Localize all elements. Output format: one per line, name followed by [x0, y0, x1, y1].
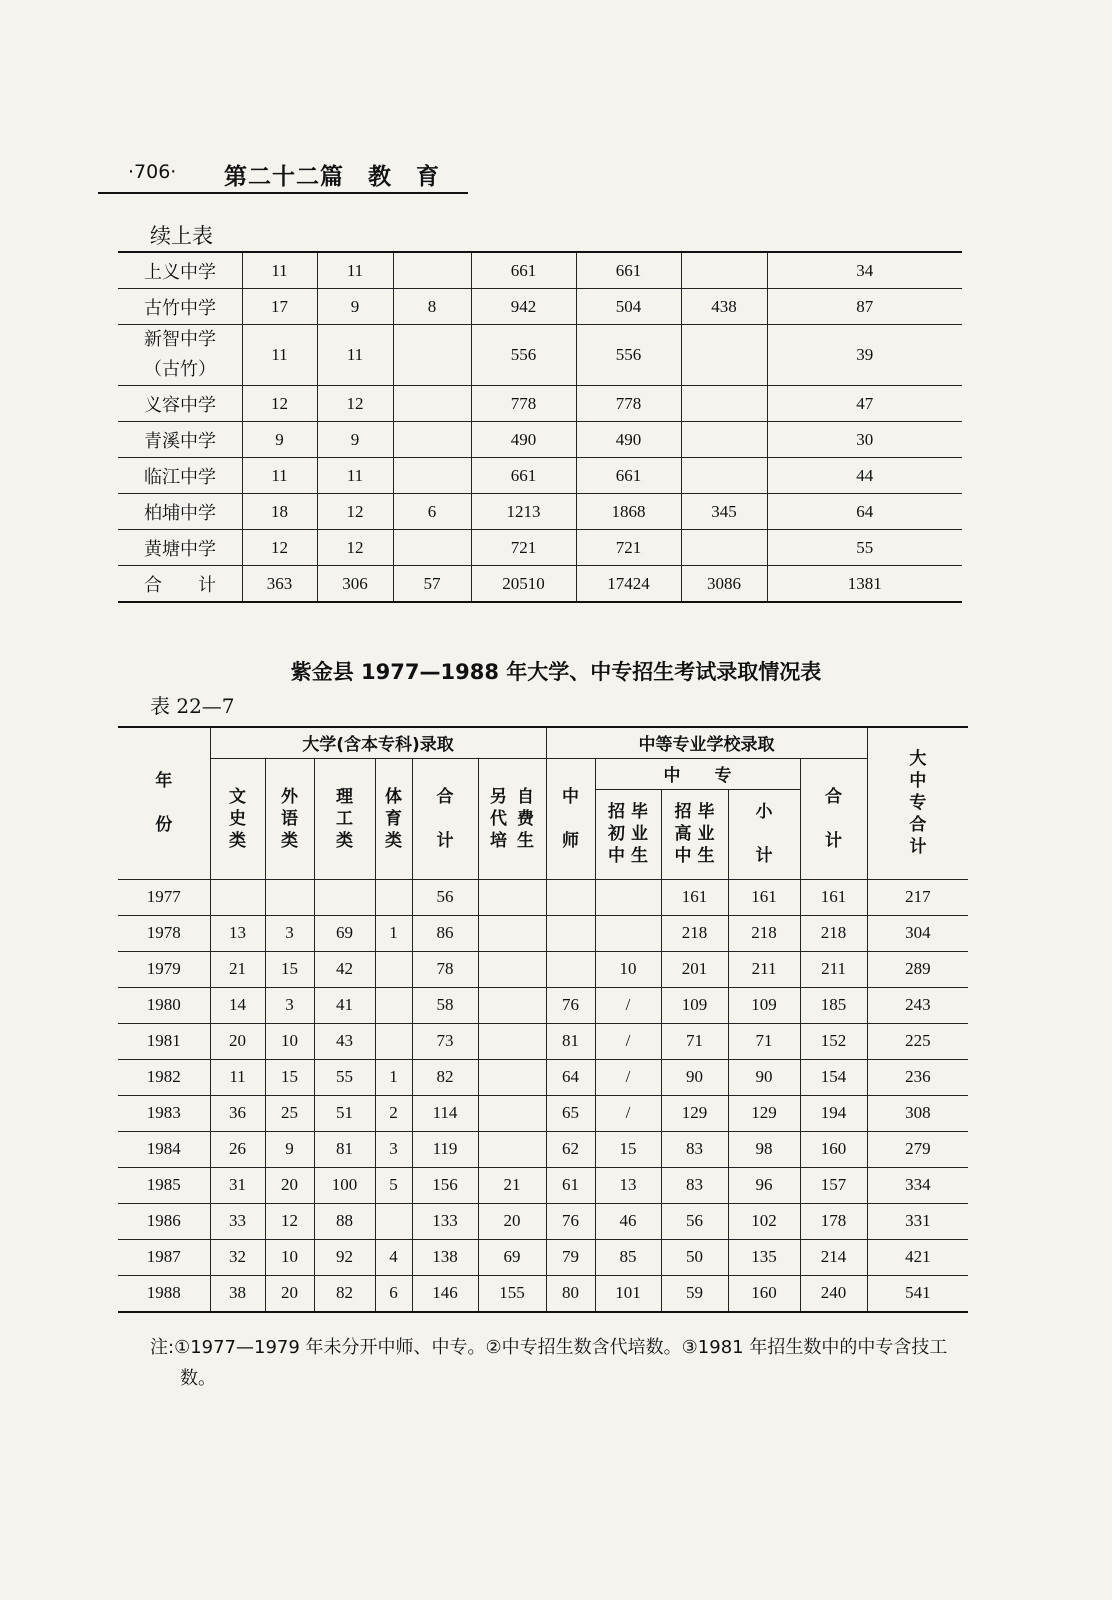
cell-c6: 345: [681, 494, 767, 530]
cell-grand-total: 243: [867, 987, 968, 1023]
cell-waiyu: 20: [265, 1167, 314, 1203]
year-row: [118, 1095, 968, 1131]
cell-c1: 18: [242, 494, 317, 530]
year-row: [118, 1059, 968, 1095]
cell-xiaoji: 218: [728, 915, 800, 951]
school-name-text: 上义中学: [144, 261, 216, 283]
page-number: ·706·: [128, 161, 177, 183]
cell-tiyu: [375, 879, 412, 915]
cell-ligong: 88: [314, 1203, 375, 1239]
year-row: [118, 1239, 968, 1275]
cell-zhaogaozhong: 56: [661, 1203, 728, 1239]
cell-zhaochuzhong: /: [595, 1023, 661, 1059]
cell-c4: 490: [471, 422, 576, 458]
school-name: [118, 289, 242, 325]
table-title: 紫金县 1977—1988 年大学、中专招生考试录取情况表: [290, 660, 822, 684]
header-wenshi: 文 史 类: [210, 758, 265, 879]
cell-grand-total: 541: [867, 1275, 968, 1312]
cell-ligong: 55: [314, 1059, 375, 1095]
school-row: [118, 252, 962, 289]
school-name: [118, 252, 242, 289]
header-year: 年 份: [118, 727, 210, 879]
year-row: [118, 915, 968, 951]
cell-tiyu: 1: [375, 1059, 412, 1095]
cell-sec-total: 240: [800, 1275, 867, 1312]
school-name-note: （古竹）: [144, 359, 216, 380]
school-name: [118, 566, 242, 603]
cell-tiyu: 5: [375, 1167, 412, 1203]
school-row: [118, 386, 962, 422]
cell-c6: 438: [681, 289, 767, 325]
cell-xiaoji: 160: [728, 1275, 800, 1312]
cell-c5: 504: [576, 289, 681, 325]
cell-ligong: 82: [314, 1275, 375, 1312]
cell-zhongshi: 76: [546, 987, 595, 1023]
year-row: [118, 987, 968, 1023]
cell-c3: [393, 252, 471, 289]
header-secondary: 中等专业学校录取: [546, 727, 867, 758]
cell-sec-total: 154: [800, 1059, 867, 1095]
header-zhongshi: 中 师: [546, 758, 595, 879]
cell-lingdaipei-zifei: [478, 987, 546, 1023]
cell-c1: 12: [242, 530, 317, 566]
cell-xiaoji: 135: [728, 1239, 800, 1275]
cell-ligong: 42: [314, 951, 375, 987]
cell-c6: 3086: [681, 566, 767, 603]
cell-c4: 942: [471, 289, 576, 325]
cell-xiaoji: 90: [728, 1059, 800, 1095]
cell-uni-total: 73: [412, 1023, 478, 1059]
cell-year: 1979: [118, 951, 210, 987]
cell-ligong: 100: [314, 1167, 375, 1203]
cell-c7: 64: [767, 494, 962, 530]
cell-sec-total: 185: [800, 987, 867, 1023]
cell-tiyu: 4: [375, 1239, 412, 1275]
cell-grand-total: 308: [867, 1095, 968, 1131]
cell-c2: 12: [317, 386, 393, 422]
cell-zhongshi: 80: [546, 1275, 595, 1312]
cell-grand-total: 225: [867, 1023, 968, 1059]
school-name: [118, 530, 242, 566]
cell-c2: 9: [317, 289, 393, 325]
cell-uni-total: 56: [412, 879, 478, 915]
cell-grand-total: 236: [867, 1059, 968, 1095]
school-name-text: 青溪中学: [144, 430, 216, 452]
cell-wenshi: 38: [210, 1275, 265, 1312]
cell-lingdaipei-zifei: [478, 915, 546, 951]
cell-tiyu: 1: [375, 915, 412, 951]
cell-c1: 11: [242, 325, 317, 386]
cell-c1: 11: [242, 252, 317, 289]
header-tiyu: 体 育 类: [375, 758, 412, 879]
cell-c3: 8: [393, 289, 471, 325]
cell-xiaoji: 109: [728, 987, 800, 1023]
year-row: [118, 1203, 968, 1239]
cell-c4: 721: [471, 530, 576, 566]
cell-ligong: 69: [314, 915, 375, 951]
cell-c4: 1213: [471, 494, 576, 530]
cell-year: 1977: [118, 879, 210, 915]
cell-sec-total: 194: [800, 1095, 867, 1131]
cell-lingdaipei-zifei: 21: [478, 1167, 546, 1203]
cell-year: 1982: [118, 1059, 210, 1095]
cell-c6: [681, 386, 767, 422]
cell-uni-total: 58: [412, 987, 478, 1023]
footnote: [150, 1332, 990, 1394]
cell-zhaogaozhong: 201: [661, 951, 728, 987]
cell-zhaochuzhong: 101: [595, 1275, 661, 1312]
school-row: [118, 289, 962, 325]
cell-lingdaipei-zifei: [478, 879, 546, 915]
cell-c7: 87: [767, 289, 962, 325]
cell-zhongshi: [546, 879, 595, 915]
cell-c5: 661: [576, 252, 681, 289]
cell-c1: 9: [242, 422, 317, 458]
cell-lingdaipei-zifei: 20: [478, 1203, 546, 1239]
cell-c4: 556: [471, 325, 576, 386]
cell-zhongshi: [546, 951, 595, 987]
cell-zhaochuzhong: /: [595, 1095, 661, 1131]
header-lingdaipei-zifeisheng: [478, 758, 546, 879]
cell-c7: 1381: [767, 566, 962, 603]
cell-lingdaipei-zifei: [478, 1059, 546, 1095]
cell-uni-total: 146: [412, 1275, 478, 1312]
cell-wenshi: 26: [210, 1131, 265, 1167]
year-row: [118, 951, 968, 987]
page-header: [98, 156, 468, 194]
cell-zhaochuzhong: 15: [595, 1131, 661, 1167]
cell-waiyu: 3: [265, 987, 314, 1023]
header-grand-total: 大 中 专 合 计: [867, 727, 968, 879]
cell-zhaogaozhong: 83: [661, 1131, 728, 1167]
year-row: [118, 1167, 968, 1203]
school-name-text: 临江中学: [144, 466, 216, 488]
cell-grand-total: 289: [867, 951, 968, 987]
cell-lingdaipei-zifei: [478, 1131, 546, 1167]
cell-zhaochuzhong: 13: [595, 1167, 661, 1203]
school-name-text: 义容中学: [144, 394, 216, 416]
cell-sec-total: 211: [800, 951, 867, 987]
header-lingdaipei: 另 代 培: [490, 786, 507, 851]
cell-zhaochuzhong: 85: [595, 1239, 661, 1275]
cell-c7: 47: [767, 386, 962, 422]
school-name: [118, 422, 242, 458]
cell-year: 1980: [118, 987, 210, 1023]
cell-c2: 12: [317, 530, 393, 566]
year-row: [118, 1275, 968, 1312]
cell-c2: 9: [317, 422, 393, 458]
cell-c4: 778: [471, 386, 576, 422]
cell-zhaochuzhong: 10: [595, 951, 661, 987]
cell-c6: [681, 530, 767, 566]
cell-zhaogaozhong: 129: [661, 1095, 728, 1131]
cell-grand-total: 331: [867, 1203, 968, 1239]
cell-waiyu: 15: [265, 951, 314, 987]
cell-c3: 6: [393, 494, 471, 530]
school-row: [118, 530, 962, 566]
cell-tiyu: [375, 951, 412, 987]
cell-c1: 363: [242, 566, 317, 603]
cell-waiyu: 12: [265, 1203, 314, 1239]
cell-c7: 34: [767, 252, 962, 289]
cell-lingdaipei-zifei: [478, 1023, 546, 1059]
cell-c7: 44: [767, 458, 962, 494]
cell-c3: [393, 325, 471, 386]
cell-wenshi: 14: [210, 987, 265, 1023]
header-uni-total: 合 计: [412, 758, 478, 879]
cell-xiaoji: 102: [728, 1203, 800, 1239]
school-name-text: 柏埔中学: [144, 502, 216, 524]
cell-year: 1981: [118, 1023, 210, 1059]
cell-wenshi: 32: [210, 1239, 265, 1275]
cell-zhongshi: 79: [546, 1239, 595, 1275]
header-zhongzhuan: 中 专: [595, 758, 800, 789]
school-name: [118, 325, 242, 386]
cell-zhaogaozhong: 218: [661, 915, 728, 951]
cell-c1: 12: [242, 386, 317, 422]
cell-c4: 661: [471, 458, 576, 494]
cell-uni-total: 82: [412, 1059, 478, 1095]
cell-lingdaipei-zifei: 155: [478, 1275, 546, 1312]
cell-c3: 57: [393, 566, 471, 603]
cell-c2: 11: [317, 458, 393, 494]
cell-c2: 11: [317, 325, 393, 386]
cell-c4: 661: [471, 252, 576, 289]
chapter-title: 第二十二篇 教 育: [224, 163, 440, 190]
cell-year: 1985: [118, 1167, 210, 1203]
cell-xiaoji: 71: [728, 1023, 800, 1059]
cell-wenshi: [210, 879, 265, 915]
cell-waiyu: 10: [265, 1023, 314, 1059]
cell-zhaogaozhong: 161: [661, 879, 728, 915]
cell-waiyu: 3: [265, 915, 314, 951]
school-table: [118, 251, 962, 603]
cell-uni-total: 119: [412, 1131, 478, 1167]
year-row: [118, 1023, 968, 1059]
cell-zhaogaozhong: 50: [661, 1239, 728, 1275]
cell-ligong: 51: [314, 1095, 375, 1131]
cell-c5: 17424: [576, 566, 681, 603]
cell-sec-total: 178: [800, 1203, 867, 1239]
cell-grand-total: 334: [867, 1167, 968, 1203]
school-name: [118, 494, 242, 530]
cell-lingdaipei-zifei: [478, 951, 546, 987]
cell-c5: 721: [576, 530, 681, 566]
header-zifeisheng: 自 费 生: [517, 786, 534, 851]
header-zhaogaozhong: 招 毕 高 业 中 生: [661, 789, 728, 879]
cell-uni-total: 78: [412, 951, 478, 987]
cell-wenshi: 20: [210, 1023, 265, 1059]
cell-zhaogaozhong: 83: [661, 1167, 728, 1203]
footnote-line-1: 注:①1977—1979 年未分开中师、中专。②中专招生数含代培数。③1981 年招生数中的中专含技工: [150, 1337, 948, 1358]
cell-waiyu: [265, 879, 314, 915]
cell-year: 1983: [118, 1095, 210, 1131]
cell-ligong: 41: [314, 987, 375, 1023]
school-name: [118, 458, 242, 494]
school-row: [118, 566, 962, 603]
school-row: [118, 494, 962, 530]
cell-ligong: 43: [314, 1023, 375, 1059]
cell-uni-total: 86: [412, 915, 478, 951]
cell-sec-total: 157: [800, 1167, 867, 1203]
cell-zhaogaozhong: 59: [661, 1275, 728, 1312]
cell-zhongshi: 65: [546, 1095, 595, 1131]
cell-waiyu: 10: [265, 1239, 314, 1275]
cell-year: 1984: [118, 1131, 210, 1167]
cell-zhaogaozhong: 90: [661, 1059, 728, 1095]
header-university: 大学(含本专科)录取: [210, 727, 546, 758]
cell-c2: 11: [317, 252, 393, 289]
cell-waiyu: 15: [265, 1059, 314, 1095]
table-number: 表 22—7: [150, 694, 235, 718]
cell-c3: [393, 458, 471, 494]
cell-zhongshi: 62: [546, 1131, 595, 1167]
cell-waiyu: 20: [265, 1275, 314, 1312]
school-name: [118, 386, 242, 422]
cell-c4: 20510: [471, 566, 576, 603]
cell-c6: [681, 458, 767, 494]
cell-grand-total: 217: [867, 879, 968, 915]
cell-tiyu: [375, 1203, 412, 1239]
header-sec-total: 合 计: [800, 758, 867, 879]
school-row: [118, 458, 962, 494]
cell-year: 1987: [118, 1239, 210, 1275]
cell-year: 1988: [118, 1275, 210, 1312]
footnote-line-2: 数。: [180, 1368, 216, 1389]
school-row: [118, 422, 962, 458]
cell-wenshi: 31: [210, 1167, 265, 1203]
cell-sec-total: 214: [800, 1239, 867, 1275]
school-row: [118, 325, 962, 386]
cell-wenshi: 11: [210, 1059, 265, 1095]
cell-xiaoji: 96: [728, 1167, 800, 1203]
cell-wenshi: 36: [210, 1095, 265, 1131]
cell-c7: 39: [767, 325, 962, 386]
header-ligong: 理 工 类: [314, 758, 375, 879]
cell-c6: [681, 422, 767, 458]
cell-uni-total: 156: [412, 1167, 478, 1203]
school-name-text: 古竹中学: [144, 297, 216, 319]
cell-tiyu: 2: [375, 1095, 412, 1131]
cell-zhaogaozhong: 71: [661, 1023, 728, 1059]
cell-c6: [681, 252, 767, 289]
cell-tiyu: [375, 1023, 412, 1059]
cell-c5: 490: [576, 422, 681, 458]
cell-c6: [681, 325, 767, 386]
cell-zhongshi: 61: [546, 1167, 595, 1203]
cell-xiaoji: 129: [728, 1095, 800, 1131]
cell-c5: 556: [576, 325, 681, 386]
cell-waiyu: 25: [265, 1095, 314, 1131]
cell-lingdaipei-zifei: 69: [478, 1239, 546, 1275]
cell-zhongshi: [546, 915, 595, 951]
cell-zhaochuzhong: /: [595, 987, 661, 1023]
cell-grand-total: 279: [867, 1131, 968, 1167]
cell-year: 1978: [118, 915, 210, 951]
cell-tiyu: 3: [375, 1131, 412, 1167]
admission-table: [118, 726, 968, 1313]
year-row: [118, 879, 968, 915]
cell-year: 1986: [118, 1203, 210, 1239]
cell-wenshi: 21: [210, 951, 265, 987]
cell-sec-total: 218: [800, 915, 867, 951]
cell-lingdaipei-zifei: [478, 1095, 546, 1131]
cell-c3: [393, 530, 471, 566]
cell-zhongshi: 64: [546, 1059, 595, 1095]
cell-sec-total: 161: [800, 879, 867, 915]
cell-ligong: 92: [314, 1239, 375, 1275]
school-name-text: 黄塘中学: [144, 538, 216, 560]
header-xiaoji: 小 计: [728, 789, 800, 879]
cell-wenshi: 13: [210, 915, 265, 951]
school-name-text: 合 计: [144, 574, 216, 596]
school-name-text: 新智中学: [144, 329, 216, 350]
header-zhaochuzhong: 招 毕 初 业 中 生: [595, 789, 661, 879]
cell-c3: [393, 422, 471, 458]
cell-grand-total: 304: [867, 915, 968, 951]
cell-uni-total: 133: [412, 1203, 478, 1239]
cell-c1: 17: [242, 289, 317, 325]
cell-zhaogaozhong: 109: [661, 987, 728, 1023]
cell-grand-total: 421: [867, 1239, 968, 1275]
cell-sec-total: 152: [800, 1023, 867, 1059]
cell-ligong: [314, 879, 375, 915]
cell-ligong: 81: [314, 1131, 375, 1167]
cell-waiyu: 9: [265, 1131, 314, 1167]
cell-xiaoji: 211: [728, 951, 800, 987]
cell-c5: 661: [576, 458, 681, 494]
cell-sec-total: 160: [800, 1131, 867, 1167]
cell-zhaochuzhong: /: [595, 1059, 661, 1095]
cell-wenshi: 33: [210, 1203, 265, 1239]
year-row: [118, 1131, 968, 1167]
cell-tiyu: 6: [375, 1275, 412, 1312]
cell-xiaoji: 98: [728, 1131, 800, 1167]
cell-c2: 12: [317, 494, 393, 530]
cell-tiyu: [375, 987, 412, 1023]
header-waiyu: 外 语 类: [265, 758, 314, 879]
cell-c7: 55: [767, 530, 962, 566]
cell-zhaochuzhong: 46: [595, 1203, 661, 1239]
cell-c3: [393, 386, 471, 422]
cell-uni-total: 114: [412, 1095, 478, 1131]
continued-label: 续上表: [150, 224, 213, 248]
cell-c1: 11: [242, 458, 317, 494]
cell-c7: 30: [767, 422, 962, 458]
cell-zhongshi: 76: [546, 1203, 595, 1239]
cell-zhaochuzhong: [595, 915, 661, 951]
cell-c5: 1868: [576, 494, 681, 530]
cell-zhaochuzhong: [595, 879, 661, 915]
cell-c5: 778: [576, 386, 681, 422]
cell-zhongshi: 81: [546, 1023, 595, 1059]
cell-xiaoji: 161: [728, 879, 800, 915]
cell-c2: 306: [317, 566, 393, 603]
cell-uni-total: 138: [412, 1239, 478, 1275]
